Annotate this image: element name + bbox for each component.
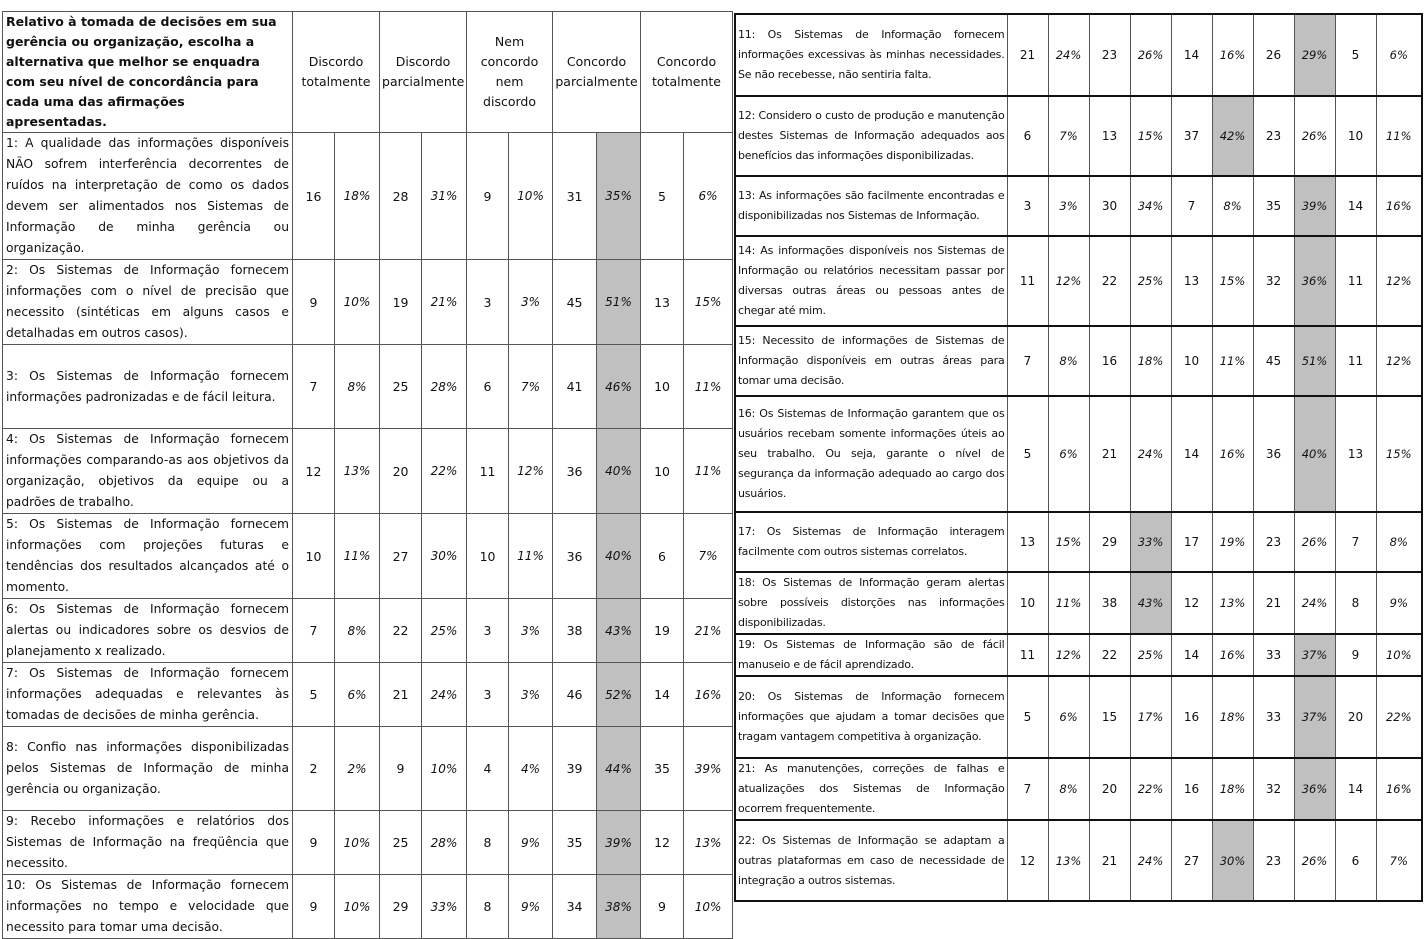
count-cell: 12 (293, 429, 335, 514)
percent-cell: 8% (335, 345, 380, 429)
table-row (3, 133, 733, 260)
percent-cell: 6% (1048, 396, 1089, 512)
percent-cell-highlighted: 40% (1294, 396, 1335, 512)
count-cell: 29 (380, 875, 422, 939)
statement-text: 19: Os Sistemas de Informação são de fácil manuseio e de fácil aprendizado. (735, 634, 1007, 676)
percent-cell: 10% (422, 727, 467, 811)
percent-cell: 15% (684, 260, 733, 345)
count-cell: 20 (1335, 676, 1376, 758)
statement-text: 14: As informações disponíveis nos Sistemas de Informação ou relatórios necessitam passar por diversas outras áreas ou pessoas antes de chegar até mim. (735, 236, 1007, 326)
percent-cell: 10% (335, 875, 380, 939)
count-cell: 38 (553, 599, 597, 663)
percent-cell: 13% (1048, 820, 1089, 901)
count-cell: 45 (553, 260, 597, 345)
statement-text: 8: Confio nas informações disponibilizadas pelos Sistemas de Informação de minha gerência ou organização. (3, 727, 293, 811)
count-cell: 23 (1253, 820, 1294, 901)
table-row (735, 176, 1422, 236)
count-cell: 35 (1253, 176, 1294, 236)
percent-cell: 11% (1048, 572, 1089, 634)
percent-cell-highlighted: 36% (1294, 758, 1335, 820)
percent-cell: 16% (684, 663, 733, 727)
count-cell: 6 (641, 514, 684, 599)
count-cell: 10 (1171, 326, 1212, 396)
count-cell: 7 (293, 345, 335, 429)
percent-cell: 21% (684, 599, 733, 663)
percent-cell-highlighted: 33% (1130, 512, 1171, 572)
count-cell: 19 (641, 599, 684, 663)
count-cell: 5 (1007, 676, 1048, 758)
percent-cell: 26% (1294, 512, 1335, 572)
percent-cell-highlighted: 43% (597, 599, 641, 663)
count-cell: 3 (467, 599, 509, 663)
statement-text: 7: Os Sistemas de Informação fornecem informações adequadas e relevantes às tomadas de decisões de minha gerência. (3, 663, 293, 727)
percent-cell: 15% (1212, 236, 1253, 326)
percent-cell: 6% (335, 663, 380, 727)
header-option-5: Concordo totalmente (641, 12, 733, 133)
table-row (3, 514, 733, 599)
percent-cell: 13% (335, 429, 380, 514)
count-cell: 23 (1253, 96, 1294, 176)
percent-cell-highlighted: 40% (597, 429, 641, 514)
count-cell: 20 (1089, 758, 1130, 820)
percent-cell: 16% (1376, 758, 1422, 820)
percent-cell: 34% (1130, 176, 1171, 236)
count-cell: 7 (293, 599, 335, 663)
statement-text: 4: Os Sistemas de Informação fornecem informações comparando-as aos objetivos da organização, objetivos da equipe ou a padrões de trabalho. (3, 429, 293, 514)
percent-cell-highlighted: 36% (1294, 236, 1335, 326)
statement-text: 9: Recebo informações e relatórios dos Sistemas de Informação na freqüência que necessito. (3, 811, 293, 875)
header-row (3, 12, 733, 133)
percent-cell-highlighted: 43% (1130, 572, 1171, 634)
count-cell: 38 (1089, 572, 1130, 634)
count-cell: 21 (380, 663, 422, 727)
percent-cell: 24% (1294, 572, 1335, 634)
count-cell: 9 (380, 727, 422, 811)
statement-text: 21: As manutenções, correções de falhas e atualizações dos Sistemas de Informação ocorrem frequentemente. (735, 758, 1007, 820)
table-row (735, 634, 1422, 676)
percent-cell: 24% (1130, 396, 1171, 512)
count-cell: 22 (1089, 236, 1130, 326)
count-cell: 7 (1007, 758, 1048, 820)
count-cell: 8 (1335, 572, 1376, 634)
header-option-1: Discordo totalmente (293, 12, 380, 133)
table-row (735, 572, 1422, 634)
percent-cell: 8% (1048, 758, 1089, 820)
percent-cell: 26% (1294, 96, 1335, 176)
percent-cell: 28% (422, 811, 467, 875)
count-cell: 11 (1335, 236, 1376, 326)
count-cell: 23 (1089, 14, 1130, 96)
percent-cell: 17% (1130, 676, 1171, 758)
count-cell: 10 (641, 345, 684, 429)
count-cell: 14 (1171, 634, 1212, 676)
count-cell: 30 (1089, 176, 1130, 236)
count-cell: 37 (1171, 96, 1212, 176)
percent-cell-highlighted: 52% (597, 663, 641, 727)
count-cell: 16 (1089, 326, 1130, 396)
statement-text: 17: Os Sistemas de Informação interagem facilmente com outros sistemas correlatos. (735, 512, 1007, 572)
count-cell: 12 (641, 811, 684, 875)
percent-cell: 10% (335, 811, 380, 875)
count-cell: 11 (1007, 634, 1048, 676)
count-cell: 12 (1171, 572, 1212, 634)
table-row (3, 260, 733, 345)
percent-cell: 7% (509, 345, 553, 429)
statement-text: 3: Os Sistemas de Informação fornecem informações padronizadas e de fácil leitura. (3, 345, 293, 429)
percent-cell-highlighted: 37% (1294, 634, 1335, 676)
count-cell: 8 (467, 811, 509, 875)
statement-text: 13: As informações são facilmente encontradas e disponibilizadas nos Sistemas de Informação. (735, 176, 1007, 236)
header-question: Relativo à tomada de decisões em sua gerência ou organização, escolha a alternativa que melhor se enquadra com seu nível de concordância para cada uma das afirmações apresentadas. (3, 12, 293, 133)
percent-cell: 3% (509, 663, 553, 727)
count-cell: 22 (1089, 634, 1130, 676)
table-row (735, 676, 1422, 758)
percent-cell: 39% (684, 727, 733, 811)
percent-cell: 33% (422, 875, 467, 939)
percent-cell: 3% (509, 260, 553, 345)
right-table-body (735, 14, 1422, 901)
count-cell: 10 (1335, 96, 1376, 176)
statement-text: 12: Considero o custo de produção e manutenção destes Sistemas de Informação adequados aos benefícios das informações disponibilizadas. (735, 96, 1007, 176)
table-row (3, 429, 733, 514)
count-cell: 14 (1171, 396, 1212, 512)
percent-cell: 10% (1376, 634, 1422, 676)
count-cell: 14 (1171, 14, 1212, 96)
percent-cell: 18% (335, 133, 380, 260)
count-cell: 16 (1171, 676, 1212, 758)
count-cell: 16 (1171, 758, 1212, 820)
count-cell: 33 (1253, 676, 1294, 758)
count-cell: 19 (380, 260, 422, 345)
statement-text: 22: Os Sistemas de Informação se adaptam a outras plataformas em caso de necessidade de integração a outros sistemas. (735, 820, 1007, 901)
statement-text: 11: Os Sistemas de Informação fornecem informações excessivas às minhas necessidades. Se não recebesse, não sentiria falta. (735, 14, 1007, 96)
count-cell: 9 (293, 875, 335, 939)
table-row (735, 96, 1422, 176)
percent-cell: 6% (684, 133, 733, 260)
percent-cell: 16% (1212, 634, 1253, 676)
percent-cell: 26% (1294, 820, 1335, 901)
header-option-4: Concordo parcialmente (553, 12, 641, 133)
percent-cell: 24% (1130, 820, 1171, 901)
table-row (735, 512, 1422, 572)
count-cell: 45 (1253, 326, 1294, 396)
count-cell: 31 (553, 133, 597, 260)
count-cell: 4 (467, 727, 509, 811)
percent-cell: 12% (1048, 634, 1089, 676)
table-row (3, 811, 733, 875)
count-cell: 16 (293, 133, 335, 260)
percent-cell: 2% (335, 727, 380, 811)
count-cell: 26 (1253, 14, 1294, 96)
percent-cell: 10% (509, 133, 553, 260)
count-cell: 6 (1335, 820, 1376, 901)
percent-cell-highlighted: 37% (1294, 676, 1335, 758)
count-cell: 10 (641, 429, 684, 514)
percent-cell: 24% (1048, 14, 1089, 96)
percent-cell-highlighted: 39% (597, 811, 641, 875)
header-option-2: Discordo parcialmente (380, 12, 467, 133)
percent-cell: 8% (1212, 176, 1253, 236)
percent-cell: 3% (1048, 176, 1089, 236)
count-cell: 13 (1335, 396, 1376, 512)
percent-cell: 7% (684, 514, 733, 599)
count-cell: 23 (1253, 512, 1294, 572)
percent-cell-highlighted: 51% (1294, 326, 1335, 396)
count-cell: 7 (1335, 512, 1376, 572)
table-row (3, 599, 733, 663)
percent-cell: 11% (1376, 96, 1422, 176)
table-row (735, 820, 1422, 901)
percent-cell-highlighted: 29% (1294, 14, 1335, 96)
count-cell: 21 (1007, 14, 1048, 96)
statement-text: 20: Os Sistemas de Informação fornecem informações que ajudam a tomar decisões que tragam vantagem competitiva à organização. (735, 676, 1007, 758)
table-row (3, 727, 733, 811)
count-cell: 9 (1335, 634, 1376, 676)
count-cell: 35 (553, 811, 597, 875)
percent-cell-highlighted: 44% (597, 727, 641, 811)
count-cell: 32 (1253, 236, 1294, 326)
count-cell: 27 (380, 514, 422, 599)
percent-cell-highlighted: 30% (1212, 820, 1253, 901)
count-cell: 14 (1335, 176, 1376, 236)
percent-cell: 8% (335, 599, 380, 663)
count-cell: 36 (553, 429, 597, 514)
count-cell: 7 (1007, 326, 1048, 396)
count-cell: 36 (1253, 396, 1294, 512)
percent-cell: 7% (1376, 820, 1422, 901)
statement-text: 18: Os Sistemas de Informação geram alertas sobre possíveis distorções nas informações disponibilizadas. (735, 572, 1007, 634)
count-cell: 13 (1007, 512, 1048, 572)
percent-cell-highlighted: 35% (597, 133, 641, 260)
percent-cell: 19% (1212, 512, 1253, 572)
percent-cell: 12% (1376, 326, 1422, 396)
count-cell: 14 (641, 663, 684, 727)
percent-cell-highlighted: 38% (597, 875, 641, 939)
table-row (735, 326, 1422, 396)
count-cell: 34 (553, 875, 597, 939)
percent-cell: 22% (1130, 758, 1171, 820)
count-cell: 39 (553, 727, 597, 811)
count-cell: 13 (1089, 96, 1130, 176)
count-cell: 36 (553, 514, 597, 599)
percent-cell: 9% (509, 875, 553, 939)
percent-cell: 11% (509, 514, 553, 599)
survey-table-right (734, 13, 1423, 902)
count-cell: 17 (1171, 512, 1212, 572)
table-row (735, 758, 1422, 820)
table-row (735, 236, 1422, 326)
percent-cell: 15% (1130, 96, 1171, 176)
percent-cell: 16% (1212, 396, 1253, 512)
count-cell: 3 (467, 260, 509, 345)
percent-cell: 25% (422, 599, 467, 663)
percent-cell: 16% (1376, 176, 1422, 236)
percent-cell: 21% (422, 260, 467, 345)
percent-cell: 13% (684, 811, 733, 875)
percent-cell: 11% (684, 345, 733, 429)
percent-cell: 11% (1212, 326, 1253, 396)
percent-cell-highlighted: 40% (597, 514, 641, 599)
statement-text: 6: Os Sistemas de Informação fornecem alertas ou indicadores sobre os desvios de planejamento x realizado. (3, 599, 293, 663)
percent-cell: 10% (684, 875, 733, 939)
count-cell: 25 (380, 345, 422, 429)
count-cell: 5 (641, 133, 684, 260)
count-cell: 9 (467, 133, 509, 260)
count-cell: 27 (1171, 820, 1212, 901)
percent-cell: 12% (1048, 236, 1089, 326)
percent-cell: 18% (1212, 676, 1253, 758)
percent-cell-highlighted: 42% (1212, 96, 1253, 176)
percent-cell: 6% (1376, 14, 1422, 96)
percent-cell: 7% (1048, 96, 1089, 176)
percent-cell: 28% (422, 345, 467, 429)
table-row (3, 663, 733, 727)
header-option-3: Nem concordo nem discordo (467, 12, 553, 133)
count-cell: 33 (1253, 634, 1294, 676)
percent-cell: 11% (335, 514, 380, 599)
count-cell: 6 (467, 345, 509, 429)
percent-cell: 31% (422, 133, 467, 260)
count-cell: 10 (293, 514, 335, 599)
percent-cell: 15% (1376, 396, 1422, 512)
percent-cell: 9% (509, 811, 553, 875)
percent-cell-highlighted: 46% (597, 345, 641, 429)
percent-cell: 15% (1048, 512, 1089, 572)
count-cell: 21 (1089, 396, 1130, 512)
count-cell: 25 (380, 811, 422, 875)
percent-cell: 18% (1212, 758, 1253, 820)
count-cell: 11 (1335, 326, 1376, 396)
count-cell: 5 (1007, 396, 1048, 512)
count-cell: 3 (467, 663, 509, 727)
percent-cell-highlighted: 39% (1294, 176, 1335, 236)
statement-text: 16: Os Sistemas de Informação garantem que os usuários recebam somente informações úteis ao seu trabalho. Ou seja, garante o nível de segurança da informação adequado ao cargo dos usuários. (735, 396, 1007, 512)
percent-cell: 22% (422, 429, 467, 514)
count-cell: 46 (553, 663, 597, 727)
count-cell: 29 (1089, 512, 1130, 572)
table-row (3, 345, 733, 429)
count-cell: 15 (1089, 676, 1130, 758)
count-cell: 21 (1089, 820, 1130, 901)
percent-cell: 18% (1130, 326, 1171, 396)
percent-cell: 12% (509, 429, 553, 514)
statement-text: 10: Os Sistemas de Informação fornecem informações no tempo e velocidade que necessito para tomar uma decisão. (3, 875, 293, 939)
count-cell: 10 (467, 514, 509, 599)
count-cell: 5 (293, 663, 335, 727)
percent-cell: 10% (335, 260, 380, 345)
table-row (735, 396, 1422, 512)
count-cell: 13 (1171, 236, 1212, 326)
statement-text: 1: A qualidade das informações disponíveis NÃO sofrem interferência decorrentes de ruídos na interpretação de como os dados devem ser alimentados nos Sistemas de Informação de minha gerência ou organização. (3, 133, 293, 260)
count-cell: 8 (467, 875, 509, 939)
count-cell: 41 (553, 345, 597, 429)
statement-text: 15: Necessito de informações de Sistemas de Informação disponíveis em outras áreas para tomar uma decisão. (735, 326, 1007, 396)
percent-cell: 25% (1130, 634, 1171, 676)
count-cell: 7 (1171, 176, 1212, 236)
percent-cell: 8% (1048, 326, 1089, 396)
percent-cell: 3% (509, 599, 553, 663)
count-cell: 20 (380, 429, 422, 514)
count-cell: 32 (1253, 758, 1294, 820)
percent-cell: 13% (1212, 572, 1253, 634)
percent-cell: 16% (1212, 14, 1253, 96)
percent-cell: 4% (509, 727, 553, 811)
count-cell: 11 (467, 429, 509, 514)
table-row (3, 875, 733, 939)
count-cell: 9 (293, 811, 335, 875)
percent-cell: 30% (422, 514, 467, 599)
percent-cell: 24% (422, 663, 467, 727)
statement-text: 5: Os Sistemas de Informação fornecem informações com projeções futuras e tendências dos resultados alcançados até o momento. (3, 514, 293, 599)
table-row (735, 14, 1422, 96)
percent-cell: 9% (1376, 572, 1422, 634)
survey-table-left (2, 11, 733, 939)
percent-cell: 6% (1048, 676, 1089, 758)
count-cell: 12 (1007, 820, 1048, 901)
percent-cell: 25% (1130, 236, 1171, 326)
count-cell: 21 (1253, 572, 1294, 634)
count-cell: 11 (1007, 236, 1048, 326)
count-cell: 10 (1007, 572, 1048, 634)
percent-cell: 26% (1130, 14, 1171, 96)
count-cell: 9 (293, 260, 335, 345)
count-cell: 14 (1335, 758, 1376, 820)
left-table-body (3, 133, 733, 939)
count-cell: 9 (641, 875, 684, 939)
percent-cell: 8% (1376, 512, 1422, 572)
percent-cell: 12% (1376, 236, 1422, 326)
count-cell: 2 (293, 727, 335, 811)
percent-cell: 11% (684, 429, 733, 514)
count-cell: 13 (641, 260, 684, 345)
count-cell: 28 (380, 133, 422, 260)
count-cell: 6 (1007, 96, 1048, 176)
count-cell: 5 (1335, 14, 1376, 96)
count-cell: 22 (380, 599, 422, 663)
statement-text: 2: Os Sistemas de Informação fornecem informações com o nível de precisão que necessito (sintéticas em alguns casos e detalhadas em outros casos). (3, 260, 293, 345)
percent-cell: 22% (1376, 676, 1422, 758)
percent-cell-highlighted: 51% (597, 260, 641, 345)
count-cell: 35 (641, 727, 684, 811)
count-cell: 3 (1007, 176, 1048, 236)
